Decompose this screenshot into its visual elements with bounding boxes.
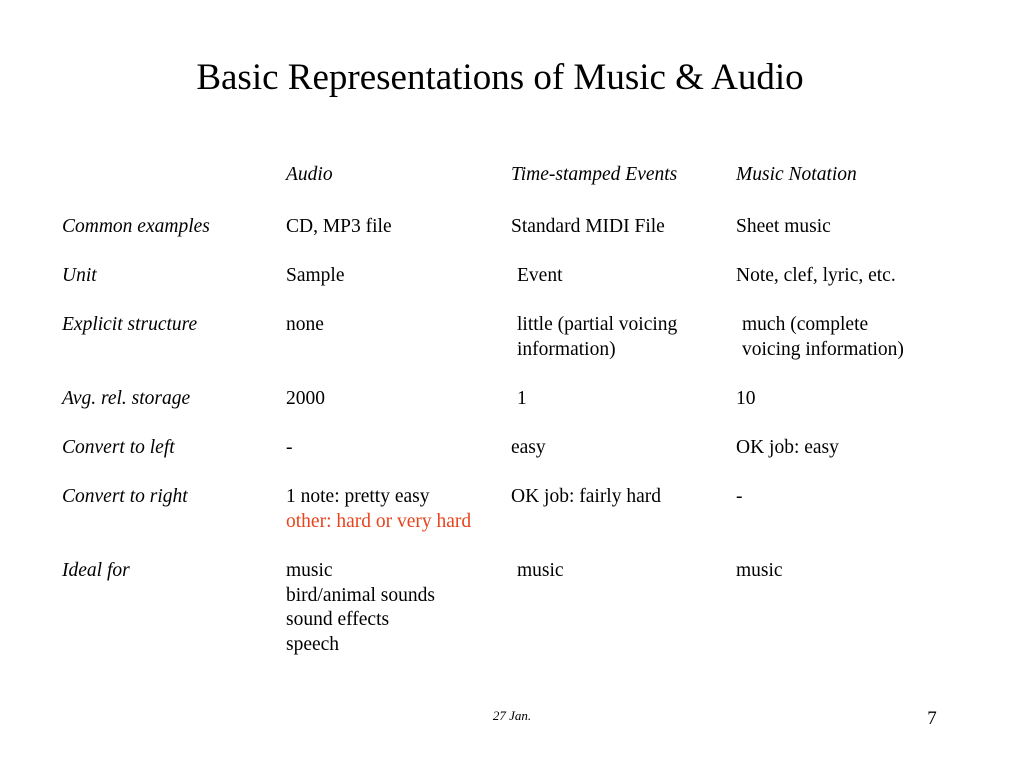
footer-date: 27 Jan.	[492, 708, 532, 723]
row-label-common-examples: Common examples	[62, 216, 210, 237]
cell-common-examples-events: Standard MIDI File	[511, 216, 665, 237]
row-label-explicit-structure: Explicit structure	[62, 314, 198, 335]
cell-ideal-for-notation: music	[736, 560, 783, 581]
cell-convert-to-right-audio-highlight: other: hard or very hard	[286, 511, 472, 532]
cell-ideal-for-events: music	[517, 560, 564, 581]
row-label-convert-to-right: Convert to right	[62, 486, 188, 507]
cell-common-examples-audio: CD, MP3 file	[286, 216, 392, 237]
column-header-music-notation: Music Notation	[736, 164, 857, 185]
cell-convert-to-left-events: easy	[511, 437, 546, 458]
cell-explicit-structure-events-line-1: little (partial voicing	[517, 314, 678, 335]
cell-unit-audio: Sample	[286, 265, 345, 286]
page-number: 7	[927, 708, 937, 729]
cell-avg-rel-storage-notation: 10	[736, 388, 756, 409]
cell-unit-events: Event	[517, 265, 563, 286]
cell-ideal-for-audio-line-3: sound effects	[286, 609, 390, 630]
slide-title: Basic Representations of Music & Audio	[196, 57, 804, 98]
cell-ideal-for-audio-line-4: speech	[286, 634, 340, 655]
column-header-audio: Audio	[286, 164, 333, 185]
row-label-avg-rel-storage: Avg. rel. storage	[62, 388, 191, 409]
cell-explicit-structure-audio: none	[286, 314, 324, 335]
cell-common-examples-notation: Sheet music	[736, 216, 831, 237]
cell-convert-to-right-notation: -	[736, 486, 743, 507]
row-label-ideal-for: Ideal for	[62, 560, 130, 581]
row-label-unit: Unit	[62, 265, 97, 286]
cell-explicit-structure-notation-line-2: voicing information)	[742, 339, 904, 360]
cell-unit-notation: Note, clef, lyric, etc.	[736, 265, 896, 286]
column-header-time-stamped-events: Time-stamped Events	[511, 164, 678, 185]
cell-ideal-for-audio-line-1: music	[286, 560, 333, 581]
cell-convert-to-left-notation: OK job: easy	[736, 437, 839, 458]
cell-ideal-for-audio-line-2: bird/animal sounds	[286, 585, 435, 606]
cell-explicit-structure-events-line-2: information)	[517, 339, 616, 360]
cell-avg-rel-storage-events: 1	[517, 388, 527, 409]
cell-convert-to-left-audio: -	[286, 437, 293, 458]
cell-avg-rel-storage-audio: 2000	[286, 388, 325, 409]
cell-convert-to-right-audio-line-1: 1 note: pretty easy	[286, 486, 430, 507]
cell-explicit-structure-notation-line-1: much (complete	[742, 314, 869, 335]
row-label-convert-to-left: Convert to left	[62, 437, 175, 458]
cell-convert-to-right-events: OK job: fairly hard	[511, 486, 662, 507]
